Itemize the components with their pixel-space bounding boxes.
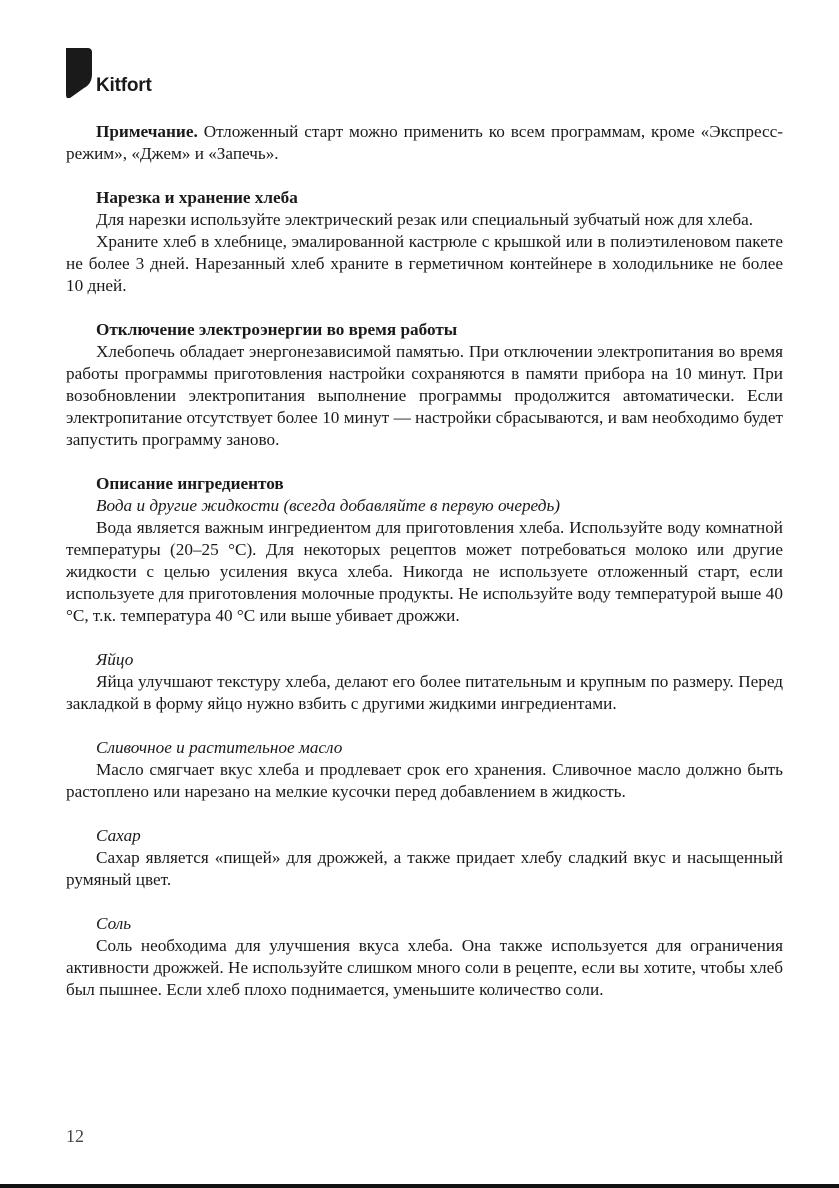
water-paragraph: Вода является важным ингредиентом для приготовления хлеба. Используйте воду комнатной температуры (20–25 °С). Для некоторых рецептов может потребоваться молоко или другие жидкости с целью усиления вкуса хлеба. Никогда не используете отложенный старт, если используете для приготовления молочные продукты. Не используйте воду температурой выше 40 °С, т.к. температура 40 °С или выше убивает дрожжи. xyxy=(66,518,783,625)
note-text: Отложенный старт можно применить ко всем программам, кроме «Экспресс-режим», «Джем» и «Запечь». xyxy=(66,122,784,163)
egg-paragraph: Яйца улучшают текстуру хлеба, делают его более питательным и крупным по размеру. Перед закладкой в форму яйцо нужно взбить с другими жидкими ингредиентами. xyxy=(66,672,783,713)
note-lead: Примечание. xyxy=(96,122,198,141)
subheading-sugar: Сахар xyxy=(96,826,141,845)
salt-paragraph: Соль необходима для улучшения вкуса хлеба. Она также используется для ограничения активности дрожжей. Не используйте слишком много соли в рецепте, если вы хотите, чтобы хлеб был пышнее. Если хлеб плохо поднимается, уменьшите количество соли. xyxy=(66,936,783,999)
cutting-paragraph-2: Храните хлеб в хлебнице, эмалированной кастрюле с крышкой или в полиэтиленовом пакете не более 3 дней. Нарезанный хлеб храните в герметичном контейнере в холодильнике не более 10 дней. xyxy=(66,232,783,295)
brand-logo xyxy=(66,48,152,98)
section-title-ingredients: Описание ингредиентов xyxy=(96,474,284,493)
sugar-paragraph: Сахар является «пищей» для дрожжей, а также придает хлебу сладкий вкус и насыщенный румяный цвет. xyxy=(66,848,783,889)
page-content xyxy=(66,121,783,1001)
subheading-salt: Соль xyxy=(96,914,132,933)
page-number: 12 xyxy=(66,1126,84,1146)
subheading-egg: Яйцо xyxy=(96,650,134,669)
kitfort-logo-icon xyxy=(66,48,92,98)
note-paragraph xyxy=(66,121,783,165)
subheading-water: Вода и другие жидкости (всегда добавляйте в первую очередь) xyxy=(96,496,560,515)
section-title-cutting: Нарезка и хранение хлеба xyxy=(96,188,298,207)
butter-paragraph: Масло смягчает вкус хлеба и продлевает срок его хранения. Сливочное масло должно быть растоплено или нарезано на мелкие кусочки перед добавлением в жидкость. xyxy=(66,760,783,801)
brand-name: Kitfort xyxy=(96,75,152,96)
cutting-paragraph-1: Для нарезки используйте электрический резак или специальный зубчатый нож для хлеба. xyxy=(96,210,753,229)
section-title-power: Отключение электроэнергии во время работы xyxy=(96,320,458,339)
power-paragraph: Хлебопечь обладает энергонезависимой памятью. При отключении электропитания во время работы программы приготовления настройки сохраняются в памяти прибора на 10 минут. При возобновлении электропитания выполнение программы продолжится автоматически. Если электропитание отсутствует более 10 минут — настройки сбрасываются, и вам необходимо будет запустить программу заново. xyxy=(66,342,783,449)
bottom-divider xyxy=(0,1184,839,1188)
subheading-butter: Сливочное и растительное масло xyxy=(96,738,343,757)
